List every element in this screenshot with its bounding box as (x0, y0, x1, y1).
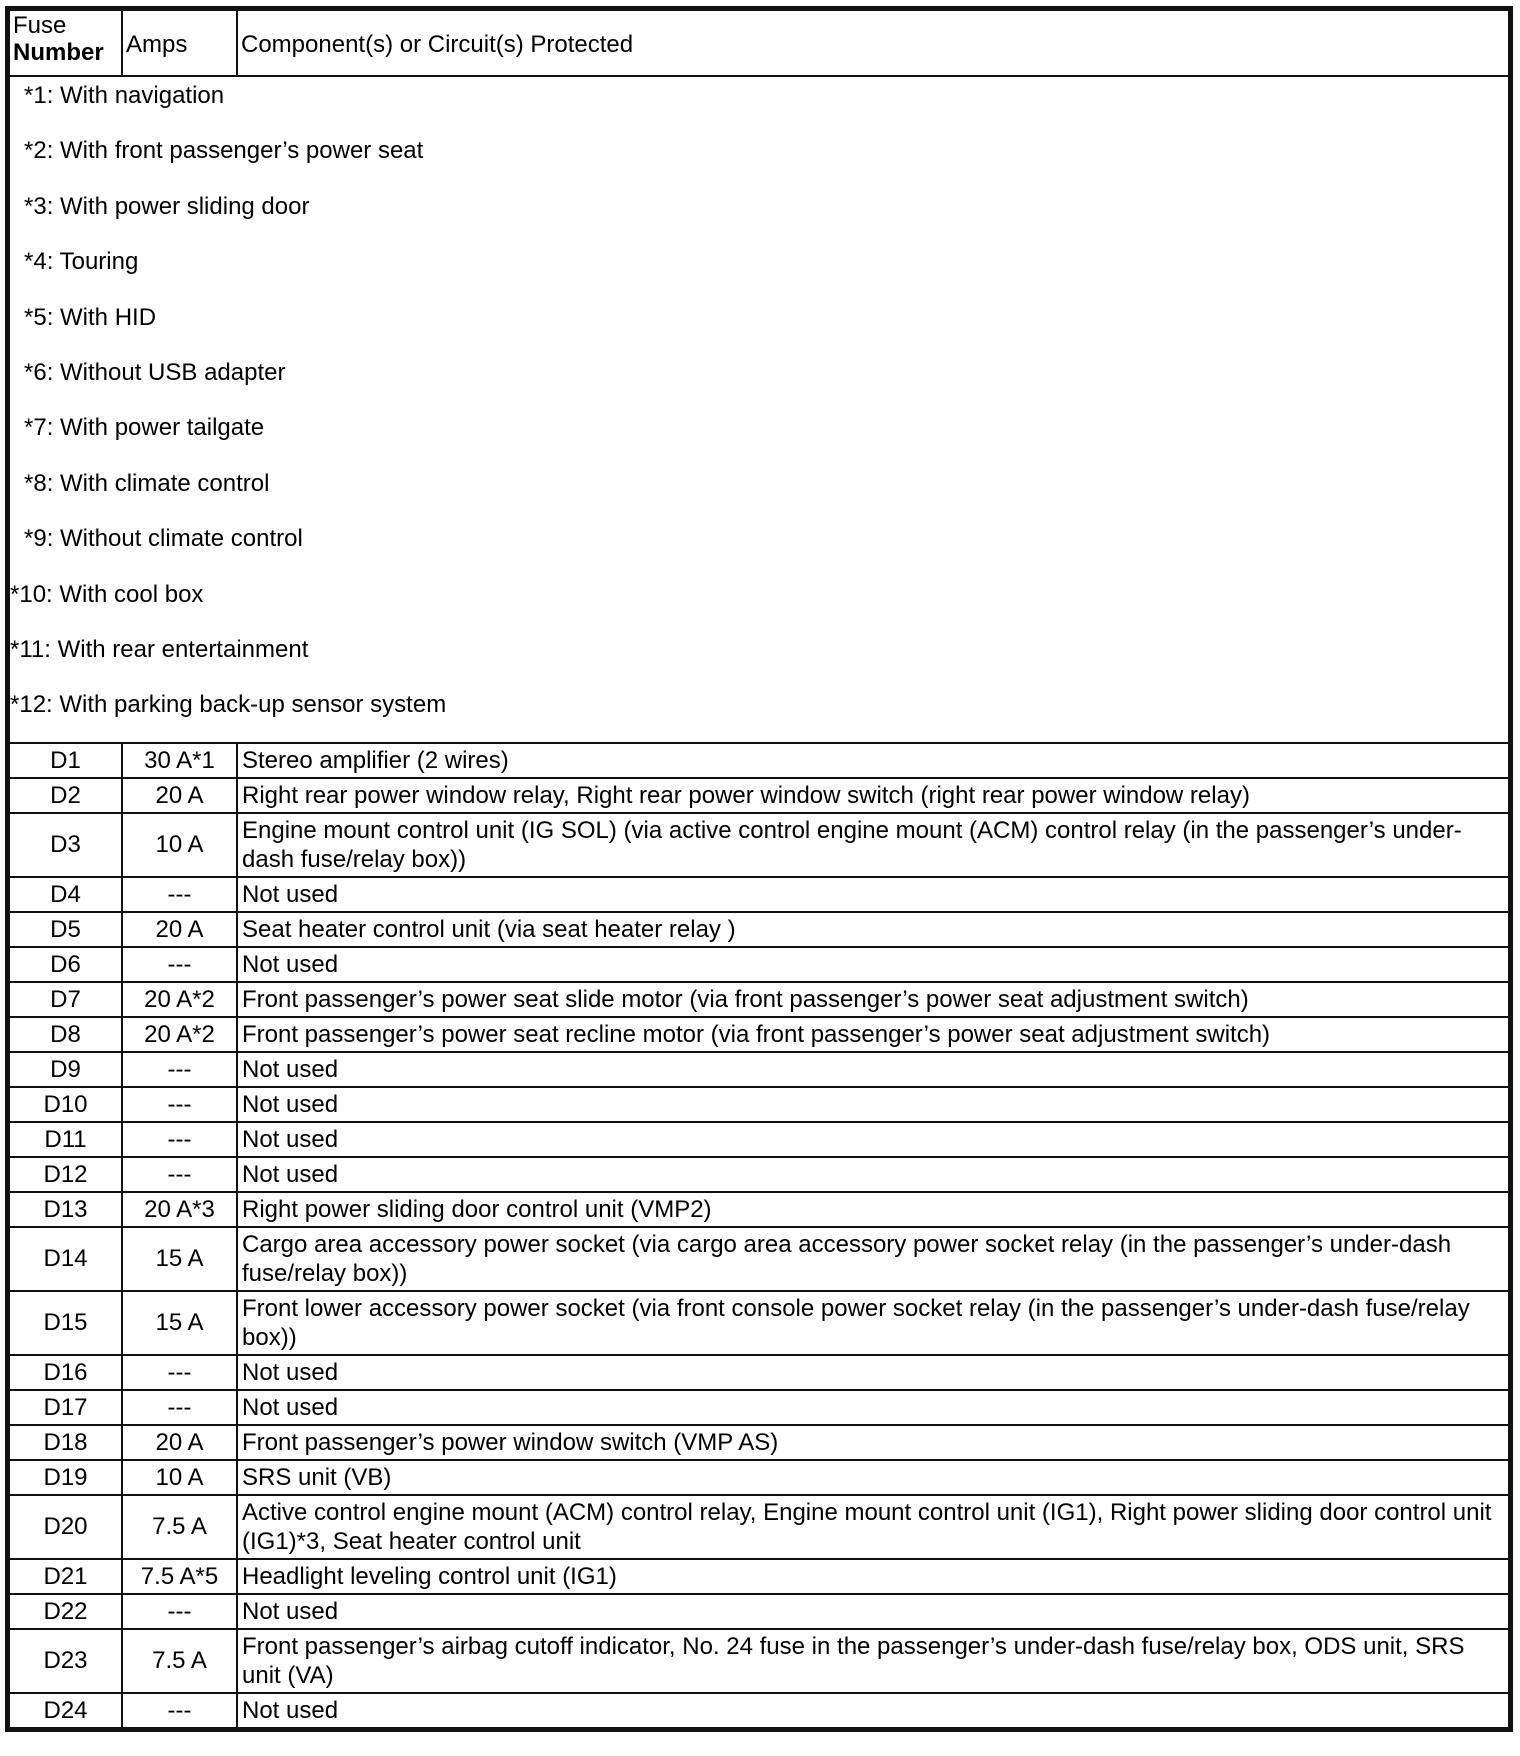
table-row (9, 1122, 1509, 1157)
amps-cell: --- (122, 1122, 237, 1157)
amps-cell: 20 A*2 (122, 1017, 237, 1052)
fuse-number-cell: D14 (9, 1227, 122, 1291)
footnote: *7: With power tailgate (24, 414, 265, 442)
component-cell: Stereo amplifier (2 wires) (237, 743, 1509, 778)
table-row (9, 947, 1509, 982)
footnote: *6: Without USB adapter (24, 358, 286, 386)
amps-cell: 20 A*2 (122, 982, 237, 1017)
fuse-number-cell: D23 (9, 1629, 122, 1693)
component-cell: Seat heater control unit (via seat heater relay ) (237, 912, 1509, 947)
amps-cell: --- (122, 1052, 237, 1087)
fuse-number-cell: D21 (9, 1559, 122, 1594)
table-row (9, 1495, 1509, 1559)
amps-cell: 20 A*3 (122, 1192, 237, 1227)
component-cell: Headlight leveling control unit (IG1) (237, 1559, 1509, 1594)
footnote: *1: With navigation (24, 82, 225, 109)
table-row (9, 813, 1509, 877)
fuse-number-cell: D20 (9, 1495, 122, 1559)
component-cell: Not used (237, 1693, 1509, 1728)
footnote: *12: With parking back-up sensor system (10, 691, 447, 719)
amps-cell: 15 A (122, 1227, 237, 1291)
table-row (9, 877, 1509, 912)
component-cell: Front passenger’s power window switch (VMP AS) (237, 1425, 1509, 1460)
component-cell: Active control engine mount (ACM) control relay, Engine mount control unit (IG1), Right power sliding door control unit (IG1)*3, Seat heater control unit (237, 1495, 1509, 1559)
table-row (9, 1227, 1509, 1291)
table-row (9, 1192, 1509, 1227)
fuse-number-cell: D8 (9, 1017, 122, 1052)
fuse-number-cell: D17 (9, 1390, 122, 1425)
footnote: *11: With rear entertainment (10, 635, 309, 663)
amps-cell: 7.5 A (122, 1495, 237, 1559)
table-body (9, 76, 1509, 1728)
table-row (9, 1594, 1509, 1629)
component-cell: Right power sliding door control unit (VMP2) (237, 1192, 1509, 1227)
header-fuse-number (9, 10, 122, 76)
table-row (9, 743, 1509, 778)
component-cell: Not used (237, 1594, 1509, 1629)
header-fuse-line2: Number (13, 39, 104, 66)
component-cell: Front passenger’s power seat recline motor (via front passenger’s power seat adjustment switch) (237, 1017, 1509, 1052)
table-row (9, 1559, 1509, 1594)
footnote: *4: Touring (24, 248, 139, 276)
table-row (9, 1291, 1509, 1355)
amps-cell: 7.5 A (122, 1629, 237, 1693)
component-cell: Right rear power window relay, Right rear power window switch (right rear power window relay) (237, 778, 1509, 813)
amps-cell: 20 A (122, 778, 237, 813)
component-cell: Not used (237, 1052, 1509, 1087)
component-cell: Not used (237, 1390, 1509, 1425)
table-row (9, 912, 1509, 947)
table-row (9, 1017, 1509, 1052)
table-row (9, 1629, 1509, 1693)
fuse-number-cell: D19 (9, 1460, 122, 1495)
fuse-number-cell: D1 (9, 743, 122, 778)
table-row (9, 1355, 1509, 1390)
component-cell: Not used (237, 877, 1509, 912)
fuse-number-cell: D4 (9, 877, 122, 912)
fuse-table (8, 9, 1510, 1729)
amps-cell: --- (122, 1693, 237, 1728)
component-cell: Not used (237, 1157, 1509, 1192)
fuse-number-cell: D5 (9, 912, 122, 947)
table-row (9, 1425, 1509, 1460)
fuse-number-cell: D3 (9, 813, 122, 877)
amps-cell: 15 A (122, 1291, 237, 1355)
component-cell: Not used (237, 1087, 1509, 1122)
component-cell: Front passenger’s airbag cutoff indicator, No. 24 fuse in the passenger’s under-dash fuse/relay box, ODS unit, SRS unit (VA) (237, 1629, 1509, 1693)
fuse-number-cell: D2 (9, 778, 122, 813)
component-cell: Cargo area accessory power socket (via cargo area accessory power socket relay (in the passenger’s under-dash fuse/relay box)) (237, 1227, 1509, 1291)
fuse-number-cell: D13 (9, 1192, 122, 1227)
amps-cell: --- (122, 877, 237, 912)
header-fuse-line1: Fuse (13, 12, 67, 39)
footnote: *5: With HID (24, 303, 157, 331)
fuse-number-cell: D16 (9, 1355, 122, 1390)
fuse-number-cell: D18 (9, 1425, 122, 1460)
amps-cell: 20 A (122, 912, 237, 947)
amps-cell: --- (122, 1087, 237, 1122)
footnote: *8: With climate control (24, 469, 270, 497)
amps-cell: --- (122, 1157, 237, 1192)
fuse-number-cell: D15 (9, 1291, 122, 1355)
amps-cell: 10 A (122, 1460, 237, 1495)
fuse-number-cell: D24 (9, 1693, 122, 1728)
header-amps: Amps (122, 10, 237, 76)
table-row (9, 1460, 1509, 1495)
component-cell: Front lower accessory power socket (via front console power socket relay (in the passenger’s under-dash fuse/relay box)) (237, 1291, 1509, 1355)
component-cell: Not used (237, 1122, 1509, 1157)
table-row (9, 1087, 1509, 1122)
amps-cell: --- (122, 1594, 237, 1629)
table-row (9, 1390, 1509, 1425)
table-row (9, 778, 1509, 813)
amps-cell: 10 A (122, 813, 237, 877)
component-cell: SRS unit (VB) (237, 1460, 1509, 1495)
amps-cell: 20 A (122, 1425, 237, 1460)
fuse-number-cell: D9 (9, 1052, 122, 1087)
table-row (9, 1052, 1509, 1087)
fuse-number-cell: D11 (9, 1122, 122, 1157)
table-row (9, 1693, 1509, 1728)
fuse-number-cell: D22 (9, 1594, 122, 1629)
component-cell: Not used (237, 947, 1509, 982)
footnotes-cell (9, 76, 1509, 743)
component-cell: Not used (237, 1355, 1509, 1390)
header-component: Component(s) or Circuit(s) Protected (237, 10, 1509, 76)
fuse-number-cell: D7 (9, 982, 122, 1017)
footnote: *10: With cool box (10, 580, 204, 608)
amps-cell: 30 A*1 (122, 743, 237, 778)
amps-cell: --- (122, 947, 237, 982)
footnote: *2: With front passenger’s power seat (24, 137, 424, 165)
component-cell: Engine mount control unit (IG SOL) (via active control engine mount (ACM) control relay (in the passenger’s under-dash fuse/relay box)) (237, 813, 1509, 877)
fuse-number-cell: D10 (9, 1087, 122, 1122)
footnote: *3: With power sliding door (24, 192, 310, 220)
fuse-table-sheet (5, 6, 1513, 1732)
table-row (9, 1157, 1509, 1192)
amps-cell: --- (122, 1355, 237, 1390)
table-row (9, 982, 1509, 1017)
fuse-number-cell: D6 (9, 947, 122, 982)
amps-cell: --- (122, 1390, 237, 1425)
fuse-number-cell: D12 (9, 1157, 122, 1192)
component-cell: Front passenger’s power seat slide motor (via front passenger’s power seat adjustment switch) (237, 982, 1509, 1017)
table-header (9, 10, 1509, 76)
amps-cell: 7.5 A*5 (122, 1559, 237, 1594)
footnote: *9: Without climate control (24, 525, 303, 553)
